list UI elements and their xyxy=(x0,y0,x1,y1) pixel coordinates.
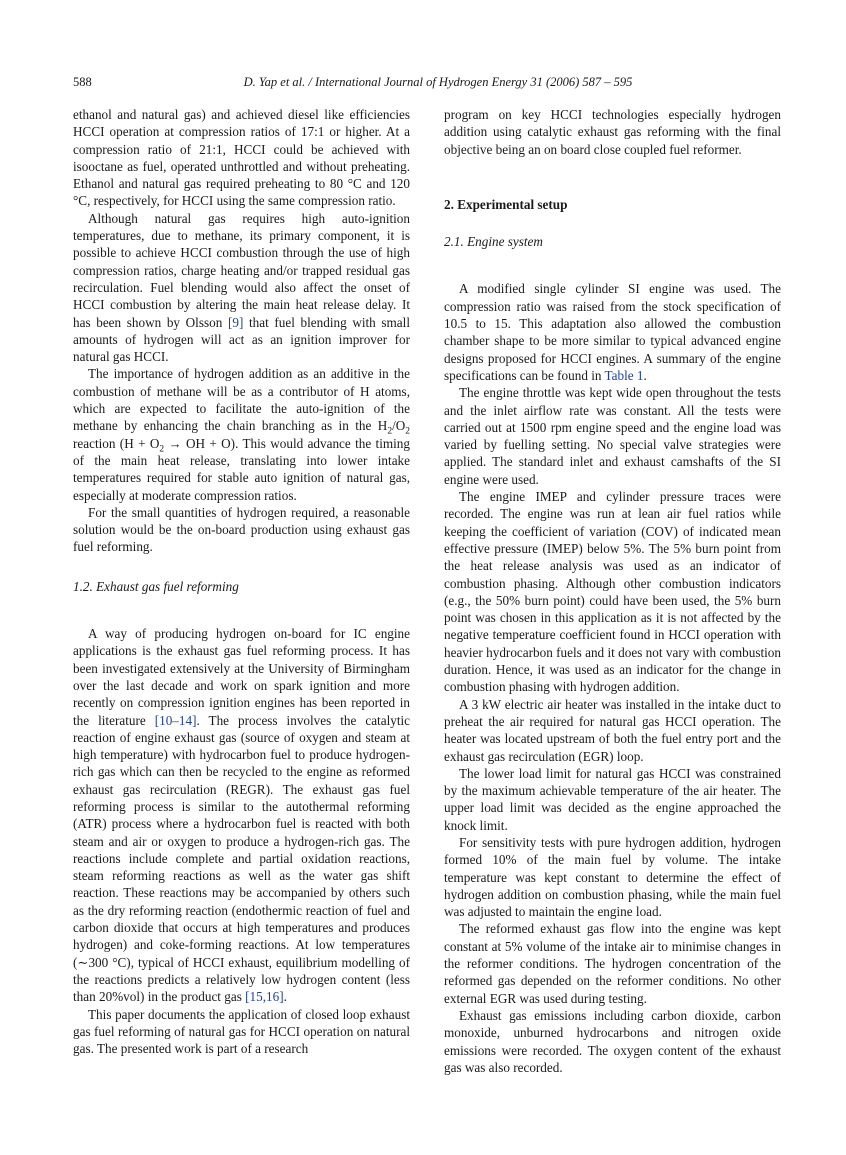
paragraph: The engine throttle was kept wide open throughout the tests and the inlet airflow rate was constant. All the tests were carried out at 1500 rpm engine speed and the engine load was varied by fuelling setting. No special valve strategies were applied. The standard inlet and exhaust camshafts of the SI engine were used. xyxy=(444,385,781,487)
running-head: D. Yap et al. / International Journal of Hydrogen Energy 31 (2006) 587 – 595 xyxy=(243,75,633,89)
right-column xyxy=(444,106,781,1076)
paragraph: The reformed exhaust gas flow into the engine was kept constant at 5% volume of the intake air to minimise changes in the reformer conditions. The hydrogen concentration of the reformed gas depended on the reformer conditions. No other external EGR was used during testing. xyxy=(444,921,781,1006)
section-title: 2. Experimental setup xyxy=(444,196,568,212)
paragraph: This paper documents the application of closed loop exhaust gas fuel reforming of natural gas for HCCI operation on natural gas. The presented work is part of a research xyxy=(73,1006,410,1057)
paragraph: The lower load limit for natural gas HCCI was constrained by the maximum achievable temperature of the air heater. The upper load limit was decided as the engine approached the knock limit. xyxy=(444,765,781,833)
paragraph: ethanol and natural gas) and achieved diesel like efficiencies HCCI operation at compression ratios of 17:1 or higher. At a compression ratio of 21:1, HCCI could be achieved with isooctane as fuel, operated unthrottled and without preheating. Ethanol and natural gas required preheating to 80 °C and 120 °C, respectively, for HCCI using the same compression ratio. xyxy=(73,107,410,209)
paragraph: program on key HCCI technologies especially hydrogen addition using catalytic exhaust gas reforming with the final objective being an on board close coupled fuel reformer. xyxy=(444,107,781,157)
citation-link[interactable]: [15,16] xyxy=(245,989,284,1005)
paragraph: A way of producing hydrogen on-board for IC engine applications is the exhaust gas fuel reforming process. It has been investigated extensively at the University of Birmingham over the last decade and work on spark ignition and more recently on compression ignition engines has been reported in the literature [10–14]. The process involves the catalytic reaction of engine exhaust gas (source of oxygen and steam at high temperature) with hydrocarbon fuel to produce hydrogen-rich gas which can then be recycled to the engine as reformed exhaust gas recirculation (REGR). The exhaust gas fuel reforming process is similar to the autothermal reforming (ATR) process where a hydrocarbon fuel is reacted with both steam and air or oxygen to produce a hydrogen-rich gas. The reactions include complete and partial oxidation reactions, steam reforming reactions as well as the water gas shift reaction. These reactions may be accompanied by others such as the dry reforming reaction (endothermic reaction of fuel and carbon dioxide that occurs at high temperatures and produces hydrogen) and coke-forming reactions. At low temperatures (∼300 °C), typical of HCCI exhaust, equilibrium modelling of the reactions predicts a relatively low hydrogen content (less than 20%vol) in the product gas [15,16]. xyxy=(73,626,411,1005)
paragraph: The engine IMEP and cylinder pressure traces were recorded. The engine was run at lean air fuel ratios while keeping the coefficient of variation (COV) of indicated mean effective pressure (IMEP) below 5%. The 5% burn point from the heat release analysis was used as an indicator of combustion phasing. Although other combustion indicators (e.g., the 50% burn point) could have been used, the 5% burn point was chosen in this application as it is not affected by the negative temperature coefficient found in HCCI operation with heavier hydrocarbon fuels and it does not vary with combustion duration. Hence, it was used as an indicator for the change in combustion phasing with hydrogen addition. xyxy=(444,489,781,695)
paragraph: A modified single cylinder SI engine was used. The compression ratio was raised from the stock specification of 10.5 to 15. This adaptation also allowed the combustion chamber shape to be more similar to typical advanced engine designs proposed for HCCI engines. A summary of the engine specifications can be found in Table 1. xyxy=(444,281,781,383)
table-link[interactable]: Table 1 xyxy=(604,367,644,383)
subsection-title: 2.1. Engine system xyxy=(444,234,543,250)
paragraph: For the small quantities of hydrogen required, a reasonable solution would be the on-board production using exhaust gas fuel reforming. xyxy=(73,504,410,555)
paragraph: The importance of hydrogen addition as an additive in the combustion of methane will be as a contributor of H atoms, which are expected to facilitate the auto-ignition of the methane by enhancing the chain branching as in the $H_2/O_2$ reaction ($H + O_2$ → OH + O). This would advance the timing of the main heat release, translating into lower intake temperatures required for stable auto ignition of natural gas, especially at moderate compression ratios. xyxy=(73,366,410,503)
paragraph: A 3 kW electric air heater was installed in the intake duct to preheat the air required for natural gas HCCI operation. The heater was located upstream of both the fuel entry port and the exhaust gas recirculation (EGR) loop. xyxy=(444,696,781,764)
left-column xyxy=(73,106,410,1057)
citation-link[interactable]: [9] xyxy=(227,314,244,330)
paragraph: Exhaust gas emissions including carbon dioxide, carbon monoxide, unburned hydrocarbons and nitrogen oxide emissions were recorded. The oxygen content of the exhaust gas was also recorded. xyxy=(444,1007,781,1075)
paragraph: Although natural gas requires high auto-ignition temperatures, due to methane, its primary component, it is possible to achieve HCCI combustion through the use of high compression ratios, charge heating and/or trapped residual gas recirculation. Fuel blending would also affect the onset of HCCI combustion by altering the main heat release delay. It has been shown by Olsson [9] that fuel blending with small amounts of hydrogen will act as an ignition improver for natural gas HCCI. xyxy=(73,210,410,365)
paragraph: For sensitivity tests with pure hydrogen addition, hydrogen formed 10% of the main fuel by volume. The intake temperature was kept constant to determine the effect of hydrogen addition on combustion phasing, while the main fuel was adjusted to maintain the engine load. xyxy=(444,834,781,920)
page-number: 588 xyxy=(73,75,92,89)
subsection-title: 1.2. Exhaust gas fuel reforming xyxy=(73,578,239,594)
citation-link[interactable]: [10–14] xyxy=(154,712,197,728)
